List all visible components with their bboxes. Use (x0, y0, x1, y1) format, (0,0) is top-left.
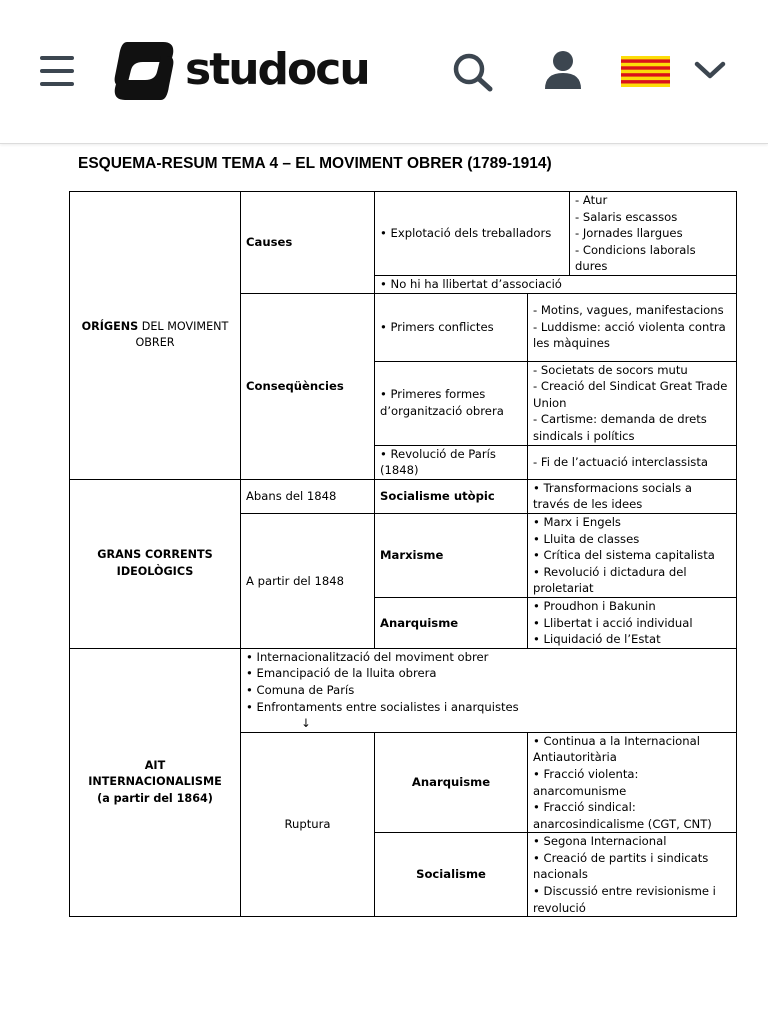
ideology-name: Marxisme (375, 513, 528, 597)
hamburger-menu-icon[interactable] (40, 56, 74, 86)
consequence-item: • Primers conflictes (375, 293, 528, 361)
list-item: - Societats de socors mutu (533, 362, 688, 377)
list-item: • Comuna de París (246, 682, 355, 697)
ideology-details-cell (528, 833, 737, 917)
ideology-details-cell (528, 513, 737, 597)
top-header (0, 0, 768, 144)
consequence-details-cell (528, 293, 737, 361)
explotacio-item: • Explotació dels treballadors (375, 192, 570, 276)
list-item: - Jornades llargues (575, 226, 683, 241)
list-item: - Luddisme: acció violenta contra les màquines (533, 319, 726, 351)
consequence-details-cell (528, 445, 737, 479)
ideology-details-cell (528, 732, 737, 833)
catalan-flag-icon[interactable] (621, 56, 670, 92)
table-row (70, 479, 737, 513)
ideology-details-cell (528, 597, 737, 648)
origens-label-cell (70, 192, 241, 480)
ait-label-line: INTERNACIONALISME (88, 775, 222, 789)
list-item: - Fi de l’actuació interclassista (533, 454, 708, 469)
list-item: • Internacionalització del moviment obrer (246, 649, 489, 664)
studocu-logo-icon (113, 42, 175, 100)
list-item: - Condicions laborals dures (575, 242, 696, 274)
llibertat-item: • No hi ha llibertat d’associació (375, 275, 737, 293)
list-item: • Continua a la Internacional Antiautoritària (533, 733, 700, 765)
list-item: - Salaris escassos (575, 209, 678, 224)
causes-label: Causes (241, 192, 375, 294)
consequence-item: • Revolució de París (1848) (375, 445, 528, 479)
ideology-details-cell (528, 479, 737, 513)
consequencies-label: Conseqüències (241, 293, 375, 479)
summary-table (69, 191, 737, 917)
logo-text: studocu (185, 44, 369, 95)
ruptura-label: Ruptura (241, 732, 375, 917)
list-item: • Proudhon i Bakunin (533, 598, 656, 613)
period-label: A partir del 1848 (241, 513, 375, 648)
list-item: - Atur (575, 193, 608, 207)
list-item: • Liquidació de l’Estat (533, 632, 661, 647)
list-item: • Marx i Engels (533, 514, 621, 529)
search-icon[interactable] (452, 52, 494, 97)
user-icon[interactable] (545, 51, 581, 94)
down-arrow-icon: ↓ (301, 716, 311, 731)
list-item: • Crítica del sistema capitalista (533, 548, 715, 563)
origens-label-rest: DEL MOVIMENT OBRER (135, 319, 229, 350)
ideology-name: Anarquisme (375, 597, 528, 648)
document-page (0, 147, 768, 1024)
list-item: - Creació del Sindicat Great Trade Union (533, 379, 728, 410)
list-item: - Cartisme: demanda de drets sindicals i polítics (533, 412, 707, 443)
ait-label-line: (a partir del 1864) (97, 791, 213, 805)
list-item: • Revolució i dictadura del proletariat (533, 564, 687, 596)
ideology-name: Anarquisme (375, 732, 528, 833)
list-item: • Segona Internacional (533, 834, 667, 849)
list-item: • Emancipació de la lluita obrera (246, 666, 437, 681)
ideology-name: Socialisme utòpic (375, 479, 528, 513)
explotacio-details-cell (570, 192, 737, 276)
ideology-name: Socialisme (375, 833, 528, 917)
list-item: • Transformacions socials a través de les idees (533, 480, 692, 512)
list-item: • Enfrontaments entre socialistes i anarquistes (246, 699, 519, 714)
table-row (70, 648, 737, 732)
document-title: ESQUEMA-RESUM TEMA 4 – EL MOVIMENT OBRER (1789-1914) (78, 155, 552, 172)
ait-general-cell (241, 648, 737, 732)
list-item: • Lluita de classes (533, 531, 640, 546)
consequence-details-cell (528, 361, 737, 445)
origens-label-bold: ORÍGENS (81, 319, 139, 333)
list-item: • Fracció sindical: anarcosindicalisme (CGT, CNT) (533, 800, 712, 831)
chevron-down-icon[interactable] (694, 61, 726, 86)
list-item: • Fracció violenta: anarcomunisme (533, 766, 639, 798)
list-item: • Llibertat i acció individual (533, 615, 693, 630)
list-item: • Discussió entre revisionisme i revolució (533, 884, 716, 915)
consequence-item: • Primeres formes d’organització obrera (375, 361, 528, 445)
ait-label-cell (70, 648, 241, 917)
ait-label-line: AIT (144, 758, 166, 772)
list-item: • Creació de partits i sindicats nacionals (533, 850, 709, 882)
table-row (70, 192, 737, 276)
list-item: - Motins, vagues, manifestacions (533, 303, 724, 318)
period-label: Abans del 1848 (241, 479, 375, 513)
corrents-label: GRANS CORRENTS IDEOLÒGICS (70, 479, 241, 648)
